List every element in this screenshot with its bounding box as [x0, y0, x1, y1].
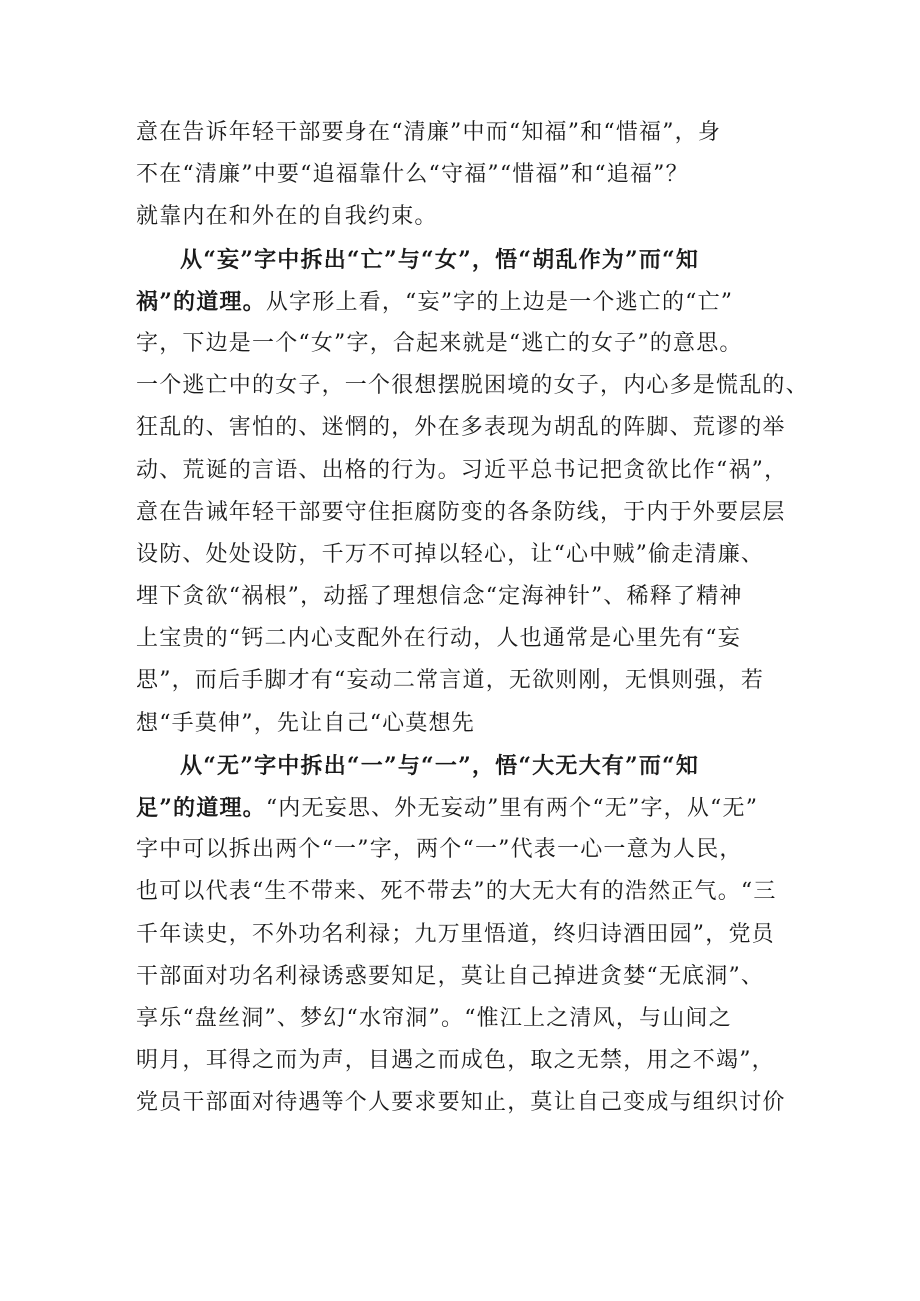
text-line: 字中可以拆出两个“一”字，两个“一”代表一心一意为人民，: [136, 837, 743, 863]
text-line: 狂乱的、害怕的、迷惘的，外在多表现为胡乱的阵脚、荒谬的举: [136, 415, 786, 441]
paragraph-heading-end: 足”的道理。: [136, 795, 266, 821]
text-line: [136, 281, 796, 323]
text-line: 明月，耳得之而为声，目遇之而成色，取之无禁，用之不竭”，: [136, 1048, 775, 1074]
text-line: 思”，而后手脚才有“妄动二常言道，无欲则刚，无惧则强，若: [136, 668, 765, 694]
text-line: 干部面对功名利禄诱惑要知足，莫让自己掉进贪婪“无底洞”、: [136, 963, 765, 989]
text-run: “内无妄思、外无妄动”里有两个“无”字，从“无”: [265, 796, 759, 821]
text-line: 党员干部面对待遇等个人要求要知止，莫让自己变成与组织讨价: [136, 1090, 786, 1116]
text-line: 想“手莫伸”，先让自己“心莫想先: [136, 710, 475, 736]
paragraph-3: [136, 745, 796, 1125]
paragraph-heading-end: 祸”的道理。: [136, 288, 266, 315]
text-line: 享乐“盘丝洞”、梦幻“水帘洞”。“惟江上之清风，与山间之: [136, 1005, 732, 1031]
text-line: [136, 787, 796, 829]
paragraph-heading: 从“妄”字中拆出“亡”与“女”，悟“胡乱作为”而“知: [180, 246, 700, 273]
text-run: 从字形上看，“妄”字的上边是一个逃亡的“亡”: [265, 289, 734, 315]
document-body: [136, 112, 809, 1125]
text-line: 就靠内在和外在的自我约束。: [136, 204, 438, 230]
text-line: 上宝贵的“钙二内心支配外在行动，人也通常是心里先有“妄: [136, 626, 741, 652]
text-line: 字，下边是一个“女”字，合起来就是“逃亡的女子”的意思。: [136, 330, 743, 356]
text-line: 一个逃亡中的女子，一个很想摆脱困境的女子，内心多是慌乱的、: [136, 373, 809, 399]
text-line: 动、荒诞的言语、出格的行为。习近平总书记把贪欲比作“祸”，: [136, 457, 788, 483]
paragraph-heading: 从“无”字中拆出“一”与“一”，悟“大无大有”而“知: [180, 752, 700, 779]
text-line: 意在告诫年轻干部要守住拒腐防变的各条防线，于内于外要层层: [136, 499, 786, 525]
text-line: 意在告诉年轻干部要身在“清廉”中而“知福”和“惜福”，身: [136, 120, 722, 145]
paragraph-2: [136, 239, 809, 745]
text-line: 千年读史，不外功名利禄；九万里悟道，终归诗酒田园”，党员: [136, 921, 775, 947]
text-line: 也可以代表“生不带来、死不带去”的大无大有的浩然正气。“三: [136, 879, 777, 905]
text-line: 不在“清廉”中要“追福靠什么“守福”“惜福”和“追福”？: [136, 162, 689, 188]
paragraph-1: [136, 112, 796, 239]
text-line: 埋下贪欲“祸根”，动摇了理想信念“定海神针”、稀释了精神: [136, 584, 743, 610]
text-line: 设防、处处设防，千万不可掉以轻心，让“心中贼”偷走清廉、: [136, 541, 765, 567]
